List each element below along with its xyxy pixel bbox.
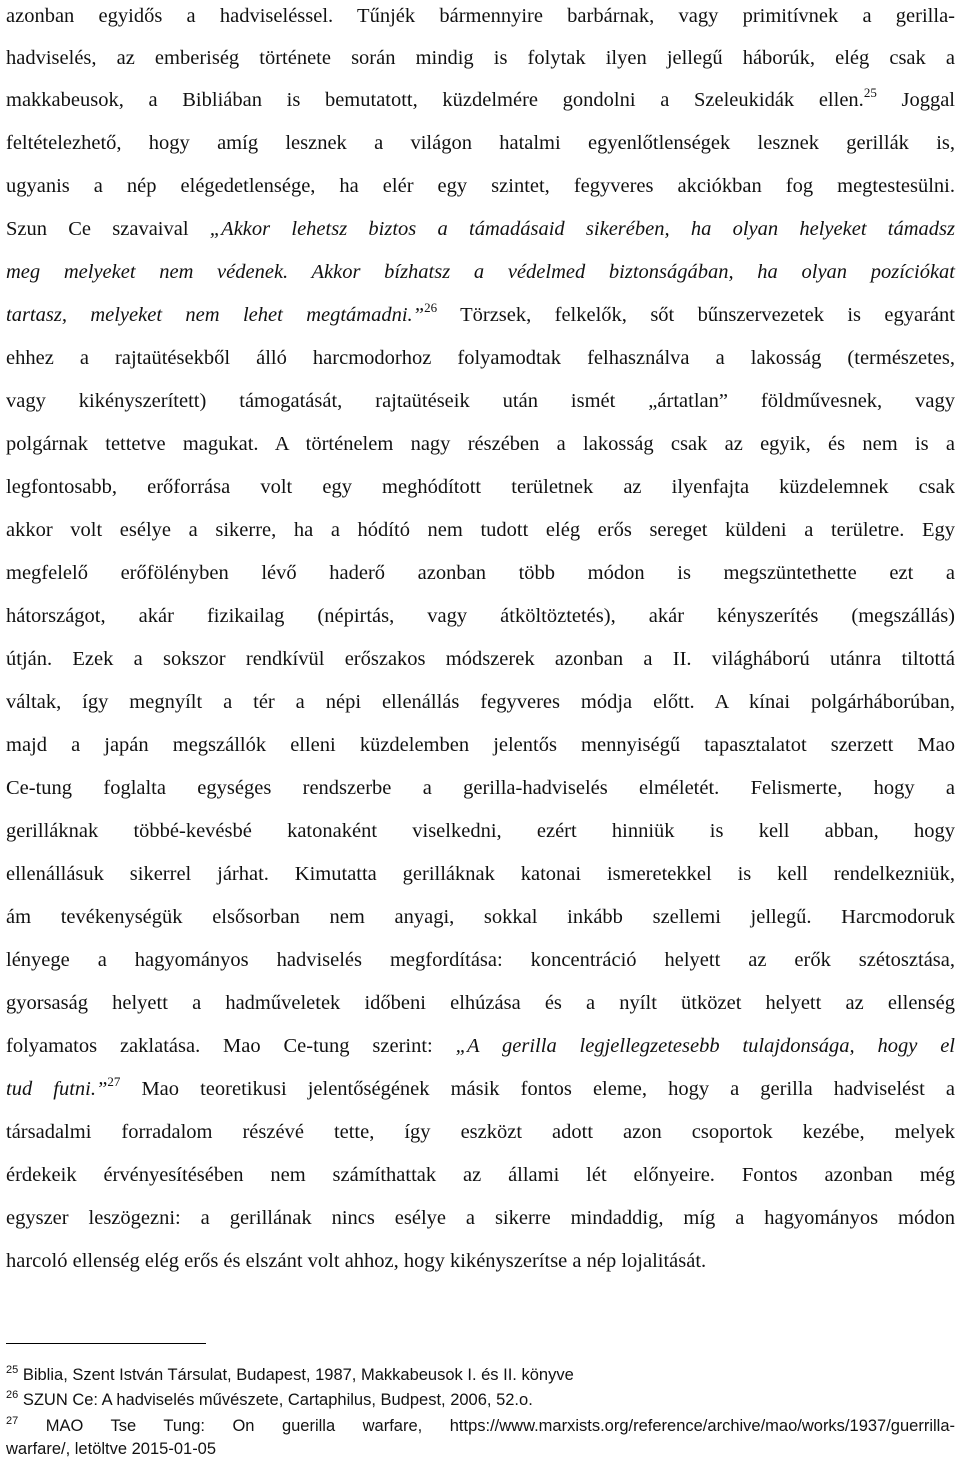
footnote-text: warfare/, letöltve 2015-01-05 bbox=[6, 1440, 217, 1458]
body-line bbox=[6, 1204, 955, 1232]
body-line bbox=[6, 602, 955, 630]
text-run: lényege a hagyományos hadviselés megfordítása: koncentráció helyett az erők szétosztása, bbox=[6, 949, 955, 971]
text-run: makkabeusok, a Bibliában is bemutatott, küzdelmére gondolni a Szeleukidák ellen. bbox=[6, 89, 864, 111]
body-line bbox=[6, 688, 955, 716]
text-run: váltak, így megnyílt a tér a népi ellenállás fegyveres módja előtt. A kínai polgárháborúban, bbox=[6, 691, 955, 713]
quote-run: meg melyeket nem védenek. Akkor bízhatsz a védelmed biztonságában, ha olyan pozíciókat bbox=[6, 261, 955, 283]
footnote-number: 26 bbox=[6, 1389, 19, 1401]
text-run: ellenállásuk sikerrel járhat. Kimutatta gerilláknak katonai ismeretekkel is kell rendelkezniük, bbox=[6, 863, 955, 885]
body-line bbox=[6, 989, 955, 1017]
text-run: ugyanis a nép elégedetlensége, ha elér egy szintet, fegyveres akciókban fog megtestesülni. bbox=[6, 175, 955, 197]
text-run: majd a japán megszállók elleni küzdelemben jelentős mennyiségű tapasztalatot szerzett Mao bbox=[6, 734, 955, 756]
footnote-number: 27 bbox=[6, 1415, 19, 1427]
body-line bbox=[6, 860, 955, 888]
text-run: legfontosabb, erőforrása volt egy meghódított területnek az ilyenfajta küzdelemnek csak bbox=[6, 476, 955, 498]
body-line bbox=[6, 129, 955, 157]
text-run: egyszer leszögezni: a gerillának nincs esélye a sikerre mindaddig, míg a hagyományos módon bbox=[6, 1207, 955, 1229]
body-line bbox=[6, 946, 955, 974]
text-run: megfelelő erőfölényben lévő haderő azonban több módon is megszüntethette ezt a bbox=[6, 562, 955, 584]
text-run: akkor volt esélye a sikerre, ha a hódító nem tudott elég erős sereget küldeni a területre. Egy bbox=[6, 519, 955, 541]
text-run: gerilláknak többé-kevésbé katonaként viselkedni, ezért hinniük is kell abban, hogy bbox=[6, 820, 955, 842]
body-line bbox=[6, 387, 955, 415]
text-run: Szun Ce szavaival bbox=[6, 218, 210, 240]
body-line bbox=[6, 215, 955, 243]
quote-run: „Akkor lehetsz biztos a támadásaid sikerében, ha olyan helyeket támadsz bbox=[209, 218, 955, 240]
quote-run: „A gerilla legjellegzetesebb tulajdonsága, hogy el bbox=[455, 1035, 955, 1057]
text-run: folyamatos zaklatása. Mao Ce-tung szerint: bbox=[6, 1035, 456, 1057]
body-line bbox=[6, 44, 955, 72]
text-run: gyorsaság helyett a hadműveletek időbeni elhúzása és a nyílt ütközet helyett az ellenség bbox=[6, 992, 955, 1014]
body-line bbox=[6, 1032, 955, 1060]
text-run: Mao teoretikusi jelentőségének másik fontos eleme, hogy a gerilla hadviselést a bbox=[120, 1078, 955, 1100]
text-run: Törzsek, felkelők, sőt bűnszervezetek is egyaránt bbox=[437, 304, 955, 326]
body-line bbox=[6, 1247, 955, 1275]
body-line bbox=[6, 1075, 955, 1103]
text-run: azonban egyidős a hadviseléssel. Tűnjék bármennyire barbárnak, vagy primitívnek a gerilla- bbox=[6, 5, 955, 27]
body-line bbox=[6, 817, 955, 845]
text-run: harcoló ellenség elég erős és elszánt volt ahhoz, hogy kikényszerítse a nép lojalitását. bbox=[6, 1250, 707, 1272]
body-line bbox=[6, 516, 955, 544]
text-run: ehhez a rajtaütésekből álló harcmodorhoz folyamodtak felhasználva a lakosság (természetes, bbox=[6, 347, 955, 369]
text-run: érdekeik érvényesítésében nem számíthattak az állami lét előnyeire. Fontos azonban még bbox=[6, 1164, 955, 1186]
footnote-continuation bbox=[6, 1438, 955, 1460]
text-run: hadviselés, az emberiség története során mindig is folytak ilyen jellegű háborúk, elég csak a bbox=[6, 47, 955, 69]
body-line bbox=[6, 731, 955, 759]
text-run: Joggal bbox=[876, 89, 955, 111]
body-line bbox=[6, 430, 955, 458]
footnote bbox=[6, 1415, 955, 1437]
footnote-text: SZUN Ce: A hadviselés művészete, Cartaphilus, Budpest, 2006, 52.o. bbox=[18, 1391, 533, 1409]
footnote-number: 25 bbox=[6, 1364, 19, 1376]
body-line bbox=[6, 86, 955, 114]
body-line bbox=[6, 1118, 955, 1146]
text-run: polgárnak tettetve magukat. A történelem nagy részében a lakosság csak az egyik, és nem is a bbox=[6, 433, 955, 455]
text-run: feltételezhető, hogy amíg lesznek a világon hatalmi egyenlőtlenségek lesznek gerillák is, bbox=[6, 132, 955, 154]
footnote-ref: 25 bbox=[863, 85, 877, 100]
body-line bbox=[6, 301, 955, 329]
footnote-ref: 26 bbox=[424, 300, 438, 315]
text-run: vagy kikényszerített) támogatását, rajtaütéseik után ismét „ártatlan” földművesnek, vagy bbox=[6, 390, 955, 412]
body-line bbox=[6, 1161, 955, 1189]
body-line bbox=[6, 258, 955, 286]
text-run: hátországot, akár fizikailag (népirtás, vagy átköltöztetés), akár kényszerítés (megszállás) bbox=[6, 605, 955, 627]
body-line bbox=[6, 473, 955, 501]
text-run: társadalmi forradalom részévé tette, így eszközt adott azon csoportok kezébe, melyek bbox=[6, 1121, 955, 1143]
footnote-text: Biblia, Szent István Társulat, Budapest, 1987, Makkabeusok I. és II. könyve bbox=[18, 1366, 574, 1384]
text-run: Ce-tung foglalta egységes rendszerbe a gerilla-hadviselés elméletét. Felismerte, hogy a bbox=[6, 777, 955, 799]
quote-run: tartasz, melyeket nem lehet megtámadni.” bbox=[6, 304, 425, 326]
body-line bbox=[6, 344, 955, 372]
footnote-text: MAO Tse Tung: On guerilla warfare, https://www.marxists.org/reference/archive/mao/works/1937/guerrilla- bbox=[18, 1417, 955, 1435]
body-line bbox=[6, 774, 955, 802]
body-line bbox=[6, 645, 955, 673]
footnote-ref: 27 bbox=[107, 1074, 121, 1089]
footnote-separator bbox=[6, 1343, 206, 1344]
body-line bbox=[6, 172, 955, 200]
text-run: ám tevékenységük elsősorban nem anyagi, sokkal inkább szellemi jellegű. Harcmodoruk bbox=[6, 906, 955, 928]
body-line bbox=[6, 903, 955, 931]
text-run: útján. Ezek a sokszor rendkívül erőszakos módszerek azonban a II. világháború utánra tiltottá bbox=[6, 648, 955, 670]
footnote bbox=[6, 1364, 955, 1386]
body-line bbox=[6, 559, 955, 587]
quote-run: tud futni.” bbox=[6, 1078, 108, 1100]
footnote bbox=[6, 1389, 955, 1411]
body-line bbox=[6, 2, 955, 30]
